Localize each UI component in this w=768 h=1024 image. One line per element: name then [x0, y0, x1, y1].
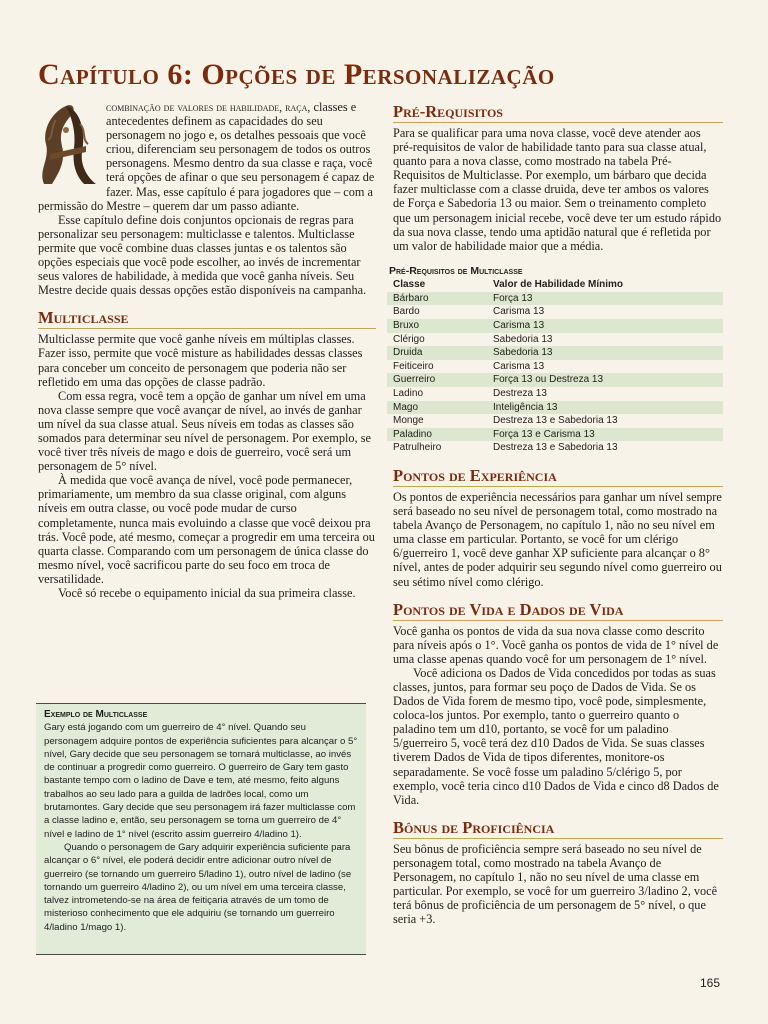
proficiency-heading: Bônus de Proficiência [393, 819, 723, 839]
table-cell-valor: Força 13 e Carisma 13 [487, 428, 723, 442]
table-cell-valor: Destreza 13 [493, 388, 547, 399]
prereq-table [387, 278, 723, 455]
table-cell-classe: Patrulheiro [393, 442, 442, 454]
multiclass-heading: Multiclasse [38, 309, 376, 329]
table-row [387, 441, 723, 455]
intro-section [38, 100, 376, 297]
intro-lead: combinação de valores de habilidade, raça, [106, 100, 311, 114]
table-header-classe: Classe [393, 279, 426, 291]
table-cell-valor: Força 13 ou Destreza 13 [487, 373, 723, 387]
table-cell-classe: Guerreiro [387, 373, 487, 387]
table-cell-classe: Bardo [393, 306, 420, 318]
table-cell-valor: Carisma 13 [493, 306, 545, 318]
table-cell-valor: Carisma 13 [487, 319, 723, 333]
table-cell-valor: Inteligência 13 [487, 401, 723, 415]
drop-cap-ornament-icon [36, 100, 100, 190]
proficiency-paragraph-1: Seu bônus de proficiência sempre será baseado no seu nível de personagem total, como mostrado na tabela Avanço de Personagem, no capítulo 1, não no seu nível de uma classe em particular. Por exemplo, se você for um guerreiro 3/ladino 2, você terá bônus de proficiência de um personagem de 5° nível, o que seria +3. [393, 841, 718, 927]
hp-heading: Pontos de Vida e Dados de Vida [393, 601, 723, 621]
multiclass-paragraph-2: Com essa regra, você tem a opção de ganhar um nível em uma nova classe sempre que você avançar de nível, ao invés de ganhar um nível da sua classe atual. Seus níveis em todas as classes são somados para determinar seu nível de personagem. Por exemplo, se você tiver três níveis de mago e dois de guerreiro, você será um personagem de 5° nível. [38, 388, 371, 474]
xp-heading: Pontos de Experiência [393, 467, 723, 487]
table-row [387, 319, 723, 333]
multiclass-paragraph-4: Você só recebe o equipamento inicial da sua primeira classe. [58, 586, 356, 600]
table-cell-classe: Feiticeiro [393, 360, 434, 372]
sidebar-paragraph-1: Gary está jogando com um guerreiro de 4° nível. Quando seu personagem adquire pontos de experiência suficientes para alcançar o 5° nível, Gary decide que seu personagem se tornará multiclasse, ao invés de continuar a progredir como guerreiro. O guerreiro de Gary tem gasto bastante tempo com o ladino de Dave e tem, até mesmo, feito alguns trabalhos ao seu lado para a guilda de ladrões local, como um brutamontes. Gary decide que seu personagem irá fazer multiclasse com a classe ladino e, então, seu personagem se torna um guerreiro de 4° nível e ladino de 1° nível (escrito assim guerreiro 4/ladino 1). [44, 722, 358, 840]
table-header-row [387, 278, 723, 292]
table-row [387, 292, 723, 306]
prereq-heading: Pré-Requisitos [393, 103, 723, 123]
table-cell-valor: Destreza 13 e Sabedoria 13 [493, 442, 618, 454]
multiclass-example-sidebar [36, 703, 366, 955]
table-cell-classe: Monge [393, 415, 424, 427]
prereq-table-title: Pré-Requisitos de Multiclasse [389, 264, 523, 277]
sidebar-paragraph-2: Quando o personagem de Gary adquirir experiência suficiente para alcançar o 6° nível, ele poderá decidir entre adicionar outro nível de guerreiro (se tornando um guerreiro 5/ladino 1), outro nível de ladino (se tornando um guerreiro 4/ladino 2), ou um nível em uma terceira classe, talvez intrometendo-se na área de feitiçaria através de um tomo de misterioso conhecimento que ele adquiriu (se tornando um guerreiro 4/ladino 1/mago 1). [44, 841, 352, 933]
sidebar-title: Exemplo de Multiclasse [44, 709, 148, 720]
table-cell-valor: Carisma 13 [493, 360, 545, 372]
chapter-title: Capítulo 6: Opções de Personalização [38, 58, 555, 91]
xp-paragraph-1: Os pontos de experiência necessários para ganhar um nível sempre será baseado no seu nível de personagem total, como mostrado na tabela Avanço de Personagem, no capítulo 1, não no seu nível em uma classe em particular. Portanto, se você for um clérigo 6/guerreiro 1, você deve ganhar XP suficiente para alcançar o 8° nível, antes de poder adquirir seu segundo nível como guerreiro ou seu sétimo nível como clérigo. [393, 489, 722, 589]
multiclass-paragraph-1: Multiclasse permite que você ganhe níveis em múltiplas classes. Fazer isso, permite que você misture as habilidades dessas classes para conceber um conceito de personagem que poderia não ser refletido em uma das opções de classe padrão. [38, 332, 363, 389]
hp-paragraph-1: Você ganha os pontos de vida da sua nova classe como descrito para níveis após o 1°. Você ganha os pontos de vida de 1° nível de uma classe apenas quando você for um personagem de 1° nível. [393, 623, 719, 666]
table-row [387, 428, 723, 442]
prereq-paragraph-1: Para se qualificar para uma nova classe, você deve atender aos pré-requisitos de valor de habilidade tanto para sua classe atual, quanto para a nova classe, como mostrado na tabela Pré-Requisitos de Multiclasse. Por exemplo, um bárbaro que decida fazer multiclasse com a classe druida, deve ter ambos os valores de Força e Sabedoria 13 ou maior. Sem o treinamento completo que um personagem inicial recebe, você deve ter um estudo rápido da sua nova classe, tendo uma aptidão natural que é refletida por um valor de habilidade maior que a média. [393, 126, 722, 253]
left-column [38, 100, 376, 600]
table-cell-valor: Destreza 13 e Sabedoria 13 [493, 415, 618, 427]
drop-cap [36, 100, 100, 190]
table-row [387, 333, 723, 347]
table-cell-valor: Força 13 [487, 292, 723, 306]
table-row [387, 360, 723, 374]
table-row [387, 401, 723, 415]
table-cell-classe: Paladino [387, 428, 487, 442]
multiclass-paragraph-3: À medida que você avança de nível, você pode permanecer, primariamente, um membro da sua classe original, com alguns níveis em outra classe, ou você pode mudar de curso completamente, nunca mais evoluindo a classe que você deixou pra trás. Você pode, até mesmo, começar a progredir em uma terceira ou quarta classe. Comparando com um personagem de única classe do mesmo nível, você sacrificou parte do seu foco em troca de versatilidade. [38, 473, 375, 586]
table-cell-classe: Bruxo [387, 319, 487, 333]
intro-paragraph-2: Esse capítulo define dois conjuntos opcionais de regras para personalizar seu personagem: multiclasse e talentos. Multiclasse permite que você combine duas classes juntas e os talentos são opções especiais que você pode escolher, ao invés de incrementar seus valores de habilidade, à medida que você ganha níveis. Seu Mestre decide quais dessas opções estão disponíveis na campanha. [38, 212, 367, 298]
table-cell-valor: Sabedoria 13 [493, 333, 553, 345]
right-column [389, 100, 723, 927]
table-header-valor: Valor de Habilidade Mínimo [493, 279, 624, 291]
table-cell-classe: Clérigo [393, 333, 425, 345]
table-row [387, 414, 723, 428]
table-row [387, 305, 723, 319]
intro-paragraph-1: classes e antecedentes definem as capacidades do seu personagem no jogo e, os detalhes pessoais que você criou, diferenciam seu personagem de todos os outros personagens. Mesmo dentro da sua classe e raça, você terá opções de afinar o que seu personagem é capaz de fazer. Mas, esse capítulo é para jogadores que – com a permissão do Mestre – querem dar um passo adiante. [38, 100, 375, 213]
page-number: 165 [700, 976, 721, 990]
table-cell-classe: Bárbaro [387, 292, 487, 306]
table-cell-classe: Ladino [393, 388, 424, 399]
table-cell-classe: Druida [387, 346, 487, 360]
table-row [387, 373, 723, 387]
hp-paragraph-2: Você adiciona os Dados de Vida concedidos por todas as suas classes, juntos, para formar seu poço de Dados de Vida. Se os Dados de Vida forem de mesmo tipo, você pode, simplesmente, coloca-los juntos. Por exemplo, tanto o guerreiro quanto o paladino tem um d10, portanto, se você for um paladino 5/guerreiro 5, você terá dez d10 Dados de Vida. Se suas classes tiverem Dados de Vida de tipos diferentes, monitore-os separadamente. Se você fosse um paladino 5/clérigo 5, por exemplo, você teria cinco d10 Dados de Vida e cinco d8 Dados de Vida. [393, 665, 719, 807]
table-cell-valor: Sabedoria 13 [487, 346, 723, 360]
table-row [387, 387, 723, 401]
table-row [387, 346, 723, 360]
table-cell-classe: Mago [387, 401, 487, 415]
